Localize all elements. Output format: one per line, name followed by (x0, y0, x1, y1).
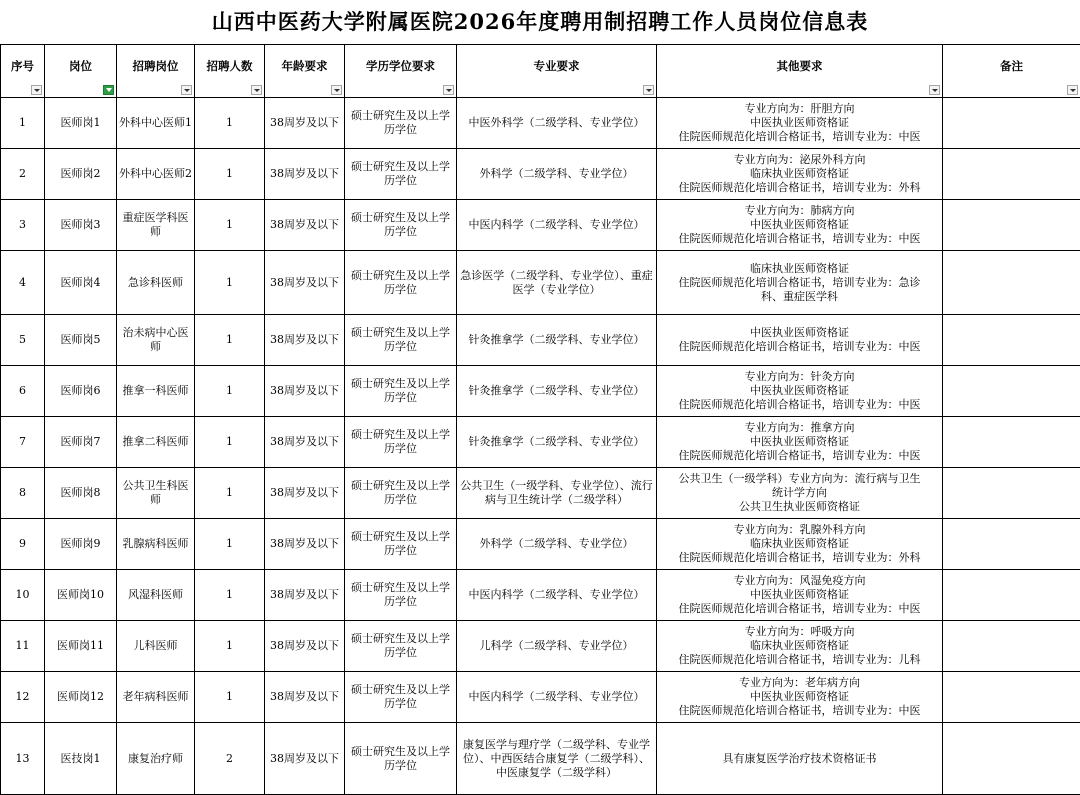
cell-note[interactable] (943, 366, 1080, 417)
cell-no[interactable]: 13 (1, 723, 45, 795)
other-line: 公共卫生（一级学科）专业方向为：流行病与卫生 (658, 472, 941, 486)
header-job (117, 45, 195, 98)
page-title: 山西中医药大学附属医院2026年度聘用制招聘工作人员岗位信息表 (0, 0, 1080, 44)
cell-post[interactable]: 医师岗9 (45, 519, 117, 570)
other-line: 具有康复医学治疗技术资格证书 (658, 752, 941, 766)
cell-major[interactable]: 中医内科学（二级学科、专业学位） (457, 200, 657, 251)
other-line: 中医执业医师资格证 (658, 435, 941, 449)
filter-dropdown-icon[interactable] (443, 85, 454, 95)
cell-count[interactable]: 1 (195, 98, 265, 149)
cell-note[interactable] (943, 672, 1080, 723)
header-count (195, 45, 265, 98)
cell-age[interactable]: 38周岁及以下 (265, 621, 345, 672)
cell-major[interactable]: 公共卫生（一级学科、专业学位）、流行病与卫生统计学（二级学科） (457, 468, 657, 519)
header-major (457, 45, 657, 98)
filter-dropdown-icon[interactable] (31, 85, 42, 95)
other-line: 临床执业医师资格证 (658, 639, 941, 653)
cell-job[interactable]: 外科中心医师1 (117, 98, 195, 149)
filter-dropdown-icon[interactable] (1067, 85, 1078, 95)
other-line: 住院医师规范化培训合格证书，培训专业为：外科 (658, 551, 941, 565)
cell-other[interactable] (657, 200, 943, 251)
cell-age[interactable]: 38周岁及以下 (265, 98, 345, 149)
other-line: 住院医师规范化培训合格证书，培训专业为：儿科 (658, 653, 941, 667)
cell-count[interactable]: 1 (195, 366, 265, 417)
table-row (1, 366, 1080, 417)
cell-post[interactable]: 医师岗1 (45, 98, 117, 149)
cell-other[interactable] (657, 417, 943, 468)
cell-other[interactable] (657, 519, 943, 570)
other-line: 住院医师规范化培训合格证书，培训专业为：中医 (658, 398, 941, 412)
job-table (0, 44, 1080, 795)
cell-no[interactable]: 5 (1, 315, 45, 366)
cell-age[interactable]: 38周岁及以下 (265, 519, 345, 570)
cell-count[interactable]: 1 (195, 519, 265, 570)
cell-no[interactable]: 3 (1, 200, 45, 251)
other-line: 中医执业医师资格证 (658, 384, 941, 398)
header-label: 年龄要求 (267, 59, 342, 73)
cell-major[interactable]: 中医内科学（二级学科、专业学位） (457, 672, 657, 723)
cell-no[interactable]: 6 (1, 366, 45, 417)
cell-edu[interactable]: 硕士研究生及以上学历学位 (345, 366, 457, 417)
cell-edu[interactable]: 硕士研究生及以上学历学位 (345, 251, 457, 315)
cell-count[interactable]: 2 (195, 723, 265, 795)
table-row (1, 672, 1080, 723)
other-line: 专业方向为：乳腺外科方向 (658, 523, 941, 537)
cell-note[interactable] (943, 200, 1080, 251)
table-row (1, 621, 1080, 672)
header-label: 专业要求 (459, 59, 654, 73)
cell-age[interactable]: 38周岁及以下 (265, 251, 345, 315)
cell-post[interactable]: 医师岗6 (45, 366, 117, 417)
other-line: 中医执业医师资格证 (658, 588, 941, 602)
cell-other[interactable] (657, 723, 943, 795)
cell-note[interactable] (943, 98, 1080, 149)
cell-post[interactable]: 医师岗4 (45, 251, 117, 315)
cell-note[interactable] (943, 519, 1080, 570)
other-line: 住院医师规范化培训合格证书，培训专业为：中医 (658, 704, 941, 718)
cell-other[interactable] (657, 672, 943, 723)
cell-note[interactable] (943, 621, 1080, 672)
cell-count[interactable]: 1 (195, 672, 265, 723)
other-line: 专业方向为：呼吸方向 (658, 625, 941, 639)
cell-edu[interactable]: 硕士研究生及以上学历学位 (345, 98, 457, 149)
other-line: 住院医师规范化培训合格证书，培训专业为：急诊 (658, 276, 941, 290)
cell-other[interactable] (657, 570, 943, 621)
cell-job[interactable]: 外科中心医师2 (117, 149, 195, 200)
cell-no[interactable]: 10 (1, 570, 45, 621)
cell-post[interactable]: 医技岗1 (45, 723, 117, 795)
cell-other[interactable] (657, 251, 943, 315)
table-row (1, 723, 1080, 795)
header-label: 招聘人数 (197, 59, 262, 73)
cell-edu[interactable]: 硕士研究生及以上学历学位 (345, 468, 457, 519)
cell-age[interactable]: 38周岁及以下 (265, 366, 345, 417)
table-row (1, 570, 1080, 621)
table-row (1, 149, 1080, 200)
table-row (1, 251, 1080, 315)
cell-major[interactable]: 外科学（二级学科、专业学位） (457, 519, 657, 570)
cell-major[interactable]: 中医内科学（二级学科、专业学位） (457, 570, 657, 621)
cell-count[interactable]: 1 (195, 468, 265, 519)
cell-note[interactable] (943, 723, 1080, 795)
other-line: 住院医师规范化培训合格证书，培训专业为：中医 (658, 602, 941, 616)
header-label: 岗位 (47, 59, 114, 73)
filter-active-icon[interactable] (103, 85, 114, 95)
cell-post[interactable]: 医师岗2 (45, 149, 117, 200)
header-row (1, 45, 1080, 98)
other-line: 中医执业医师资格证 (658, 116, 941, 130)
other-line: 专业方向为：泌尿外科方向 (658, 153, 941, 167)
header-label: 其他要求 (659, 59, 940, 73)
cell-other[interactable] (657, 315, 943, 366)
header-edu (345, 45, 457, 98)
cell-no[interactable]: 2 (1, 149, 45, 200)
table-row (1, 98, 1080, 149)
cell-job[interactable]: 急诊科医师 (117, 251, 195, 315)
other-line: 临床执业医师资格证 (658, 167, 941, 181)
cell-no[interactable]: 12 (1, 672, 45, 723)
cell-age[interactable]: 38周岁及以下 (265, 315, 345, 366)
cell-job[interactable]: 推拿二科医师 (117, 417, 195, 468)
filter-dropdown-icon[interactable] (643, 85, 654, 95)
filter-dropdown-icon[interactable] (331, 85, 342, 95)
header-age (265, 45, 345, 98)
cell-edu[interactable]: 硕士研究生及以上学历学位 (345, 149, 457, 200)
cell-count[interactable]: 1 (195, 251, 265, 315)
cell-count[interactable]: 1 (195, 417, 265, 468)
other-line: 临床执业医师资格证 (658, 537, 941, 551)
other-line: 专业方向为：肝胆方向 (658, 102, 941, 116)
cell-other[interactable] (657, 468, 943, 519)
cell-edu[interactable]: 硕士研究生及以上学历学位 (345, 621, 457, 672)
header-post (45, 45, 117, 98)
cell-major[interactable]: 康复医学与理疗学（二级学科、专业学位）、中西医结合康复学（二级学科）、中医康复学（二级学科） (457, 723, 657, 795)
table-body (1, 98, 1080, 795)
cell-count[interactable]: 1 (195, 315, 265, 366)
cell-job[interactable]: 康复治疗师 (117, 723, 195, 795)
table-row (1, 315, 1080, 366)
cell-edu[interactable]: 硕士研究生及以上学历学位 (345, 672, 457, 723)
cell-count[interactable]: 1 (195, 621, 265, 672)
cell-major[interactable]: 外科学（二级学科、专业学位） (457, 149, 657, 200)
cell-no[interactable]: 7 (1, 417, 45, 468)
cell-major[interactable]: 针灸推拿学（二级学科、专业学位） (457, 417, 657, 468)
other-line: 专业方向为：肺病方向 (658, 204, 941, 218)
cell-note[interactable] (943, 570, 1080, 621)
other-line: 专业方向为：针灸方向 (658, 370, 941, 384)
cell-count[interactable]: 1 (195, 200, 265, 251)
table-row (1, 417, 1080, 468)
cell-edu[interactable]: 硕士研究生及以上学历学位 (345, 519, 457, 570)
table-row (1, 468, 1080, 519)
header-label: 备注 (945, 59, 1078, 73)
header-no (1, 45, 45, 98)
cell-other[interactable] (657, 621, 943, 672)
header-other (657, 45, 943, 98)
cell-edu[interactable]: 硕士研究生及以上学历学位 (345, 200, 457, 251)
cell-other[interactable] (657, 98, 943, 149)
cell-no[interactable]: 9 (1, 519, 45, 570)
other-line: 住院医师规范化培训合格证书，培训专业为：外科 (658, 181, 941, 195)
other-line: 中医执业医师资格证 (658, 218, 941, 232)
cell-job[interactable]: 治未病中心医师 (117, 315, 195, 366)
cell-major[interactable]: 针灸推拿学（二级学科、专业学位） (457, 315, 657, 366)
cell-note[interactable] (943, 468, 1080, 519)
cell-note[interactable] (943, 149, 1080, 200)
cell-post[interactable]: 医师岗12 (45, 672, 117, 723)
cell-job[interactable]: 推拿一科医师 (117, 366, 195, 417)
other-line: 住院医师规范化培训合格证书，培训专业为：中医 (658, 340, 941, 354)
cell-edu[interactable]: 硕士研究生及以上学历学位 (345, 417, 457, 468)
other-line: 统计学方向 (658, 486, 941, 500)
cell-major[interactable]: 急诊医学（二级学科、专业学位）、重症医学（专业学位） (457, 251, 657, 315)
cell-other[interactable] (657, 149, 943, 200)
cell-job[interactable]: 风湿科医师 (117, 570, 195, 621)
cell-post[interactable]: 医师岗5 (45, 315, 117, 366)
cell-major[interactable]: 中医外科学（二级学科、专业学位） (457, 98, 657, 149)
filter-dropdown-icon[interactable] (929, 85, 940, 95)
cell-age[interactable]: 38周岁及以下 (265, 570, 345, 621)
other-line: 中医执业医师资格证 (658, 326, 941, 340)
other-line: 住院医师规范化培训合格证书，培训专业为：中医 (658, 449, 941, 463)
cell-job[interactable]: 重症医学科医师 (117, 200, 195, 251)
table-row (1, 200, 1080, 251)
header-label: 学历学位要求 (347, 59, 454, 73)
cell-post[interactable]: 医师岗10 (45, 570, 117, 621)
cell-job[interactable]: 公共卫生科医师 (117, 468, 195, 519)
other-line: 住院医师规范化培训合格证书，培训专业为：中医 (658, 130, 941, 144)
cell-edu[interactable]: 硕士研究生及以上学历学位 (345, 315, 457, 366)
cell-age[interactable]: 38周岁及以下 (265, 468, 345, 519)
cell-count[interactable]: 1 (195, 570, 265, 621)
cell-job[interactable]: 老年病科医师 (117, 672, 195, 723)
cell-job[interactable]: 儿科医师 (117, 621, 195, 672)
other-line: 专业方向为：推拿方向 (658, 421, 941, 435)
cell-note[interactable] (943, 251, 1080, 315)
filter-dropdown-icon[interactable] (181, 85, 192, 95)
cell-no[interactable]: 1 (1, 98, 45, 149)
cell-age[interactable]: 38周岁及以下 (265, 723, 345, 795)
cell-note[interactable] (943, 315, 1080, 366)
cell-major[interactable]: 针灸推拿学（二级学科、专业学位） (457, 366, 657, 417)
filter-dropdown-icon[interactable] (251, 85, 262, 95)
cell-post[interactable]: 医师岗11 (45, 621, 117, 672)
cell-edu[interactable]: 硕士研究生及以上学历学位 (345, 723, 457, 795)
cell-no[interactable]: 8 (1, 468, 45, 519)
cell-age[interactable]: 38周岁及以下 (265, 417, 345, 468)
table-row (1, 519, 1080, 570)
header-label: 招聘岗位 (119, 59, 192, 73)
other-line: 住院医师规范化培训合格证书，培训专业为：中医 (658, 232, 941, 246)
cell-post[interactable]: 医师岗7 (45, 417, 117, 468)
other-line: 公共卫生执业医师资格证 (658, 500, 941, 514)
other-line: 科、重症医学科 (658, 290, 941, 304)
cell-major[interactable]: 儿科学（二级学科、专业学位） (457, 621, 657, 672)
cell-age[interactable]: 38周岁及以下 (265, 200, 345, 251)
cell-edu[interactable]: 硕士研究生及以上学历学位 (345, 570, 457, 621)
cell-other[interactable] (657, 366, 943, 417)
cell-post[interactable]: 医师岗8 (45, 468, 117, 519)
cell-no[interactable]: 11 (1, 621, 45, 672)
cell-job[interactable]: 乳腺病科医师 (117, 519, 195, 570)
cell-note[interactable] (943, 417, 1080, 468)
cell-age[interactable]: 38周岁及以下 (265, 149, 345, 200)
other-line: 中医执业医师资格证 (658, 690, 941, 704)
other-line: 临床执业医师资格证 (658, 262, 941, 276)
header-label: 序号 (3, 59, 42, 73)
cell-age[interactable]: 38周岁及以下 (265, 672, 345, 723)
cell-post[interactable]: 医师岗3 (45, 200, 117, 251)
cell-no[interactable]: 4 (1, 251, 45, 315)
other-line: 专业方向为：老年病方向 (658, 676, 941, 690)
other-line: 专业方向为：风湿免疫方向 (658, 574, 941, 588)
header-note (943, 45, 1080, 98)
cell-count[interactable]: 1 (195, 149, 265, 200)
